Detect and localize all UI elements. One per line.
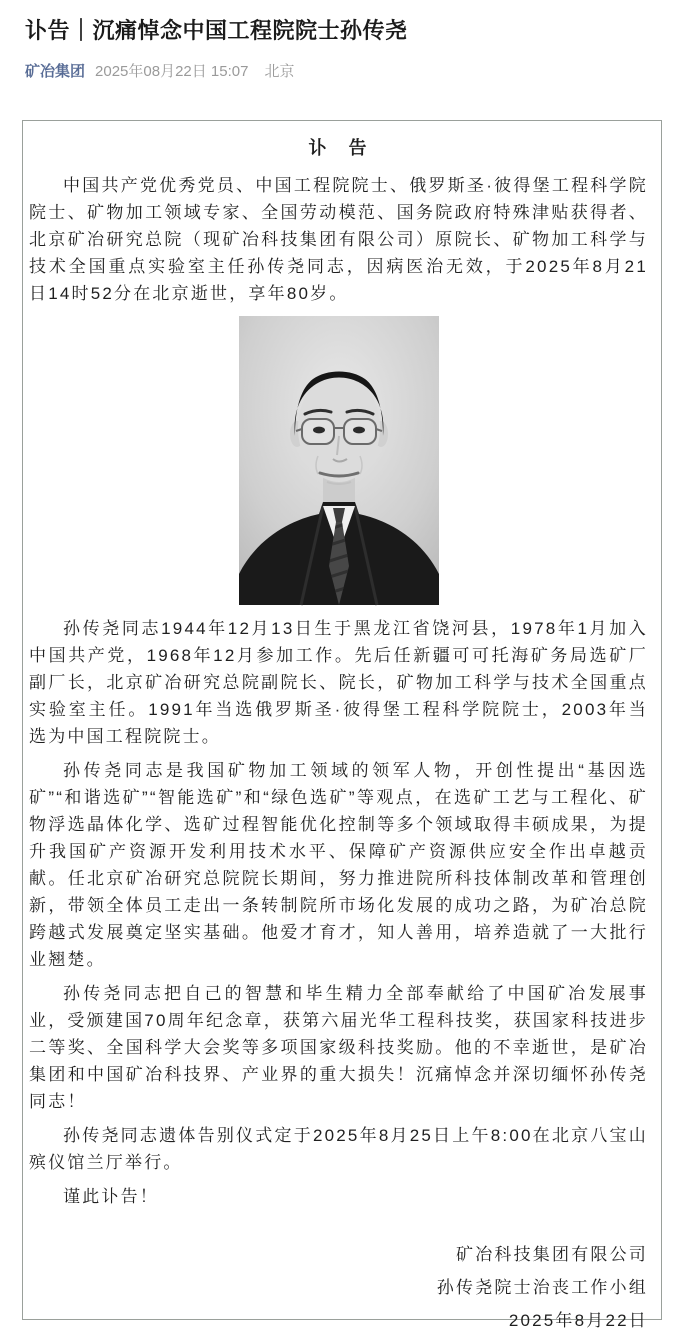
notice-paragraph: 孙传尧同志1944年12月13日生于黑龙江省饶河县，1978年1月加入中国共产党，1968年12月参加工作。先后任新疆可可托海矿务局选矿厂副厂长，北京矿冶研究总院副院长、院长，矿物加工科学与技术全国重点实验室主任。1991年当选俄罗斯圣·彼得堡工程科学院院士，2003年当选为中国工程院院士。 [29,619,648,746]
article-page [0,16,700,1330]
account-link[interactable]: 矿冶集团 [25,63,86,80]
notice-paragraph: 中国共产党优秀党员、中国工程院院士、俄罗斯圣·彼得堡工程科学院院士、矿物加工领域专家、全国劳动模范、国务院政府特殊津贴获得者、北京矿冶研究总院（现矿冶科技集团有限公司）原院长、矿物加工科学与技术全国重点实验室主任孙传尧同志，因病医治无效，于2025年8月21日14时52分在北京逝世，享年80岁。 [29,176,648,303]
signature-group: 孙传尧院士治丧工作小组 [436,1278,648,1297]
notice-paragraph: 孙传尧同志遗体告别仪式定于2025年8月25日上午8:00在北京八宝山殡仪馆兰厅举行。 [29,1126,648,1172]
signature-block [29,1238,648,1337]
portrait-photo [239,316,439,605]
notice-paragraph: 孙传尧同志是我国矿物加工领域的领军人物，开创性提出“基因选矿”“和谐选矿”“智能选矿”和“绿色选矿”等观点，在选矿工艺与工程化、矿物浮选晶体化学、选矿过程智能优化控制等多个领域取得丰硕成果，为提升我国矿产资源开发利用技术水平、保障矿产资源供应安全作出卓越贡献。任北京矿冶研究总院院长期间，努力推进院所科技体制改革和管理创新，带领全体员工走出一条转制院所市场化发展的成功之路，为矿冶总院跨越式发展奠定坚实基础。他爱才育才，知人善用，培养造就了一大批行业翘楚。 [29,761,648,969]
signature-date: 2025年8月22日 [508,1311,648,1330]
publish-time: 2025年08月22日 15:07 [95,63,249,80]
signature-org: 矿冶科技集团有限公司 [456,1245,648,1264]
portrait-photo-image [239,316,439,605]
notice-paragraph: 谨此讣告！ [63,1187,159,1206]
byline [25,61,675,82]
page-title: 讣告｜沉痛悼念中国工程院院士孙传尧 [25,18,408,43]
notice-paragraph: 孙传尧同志把自己的智慧和毕生精力全部奉献给了中国矿冶发展事业，受颁建国70周年纪念章，获第六届光华工程科技奖，获国家科技进步二等奖、全国科学大会奖等多项国家级科技奖励。他的不幸逝世，是矿冶集团和中国矿冶科技界、产业界的重大损失！沉痛悼念并深切缅怀孙传尧同志！ [29,984,648,1111]
publish-location: 北京 [264,63,295,80]
notice-heading: 讣 告 [308,138,369,158]
obituary-notice-box [22,120,662,1330]
